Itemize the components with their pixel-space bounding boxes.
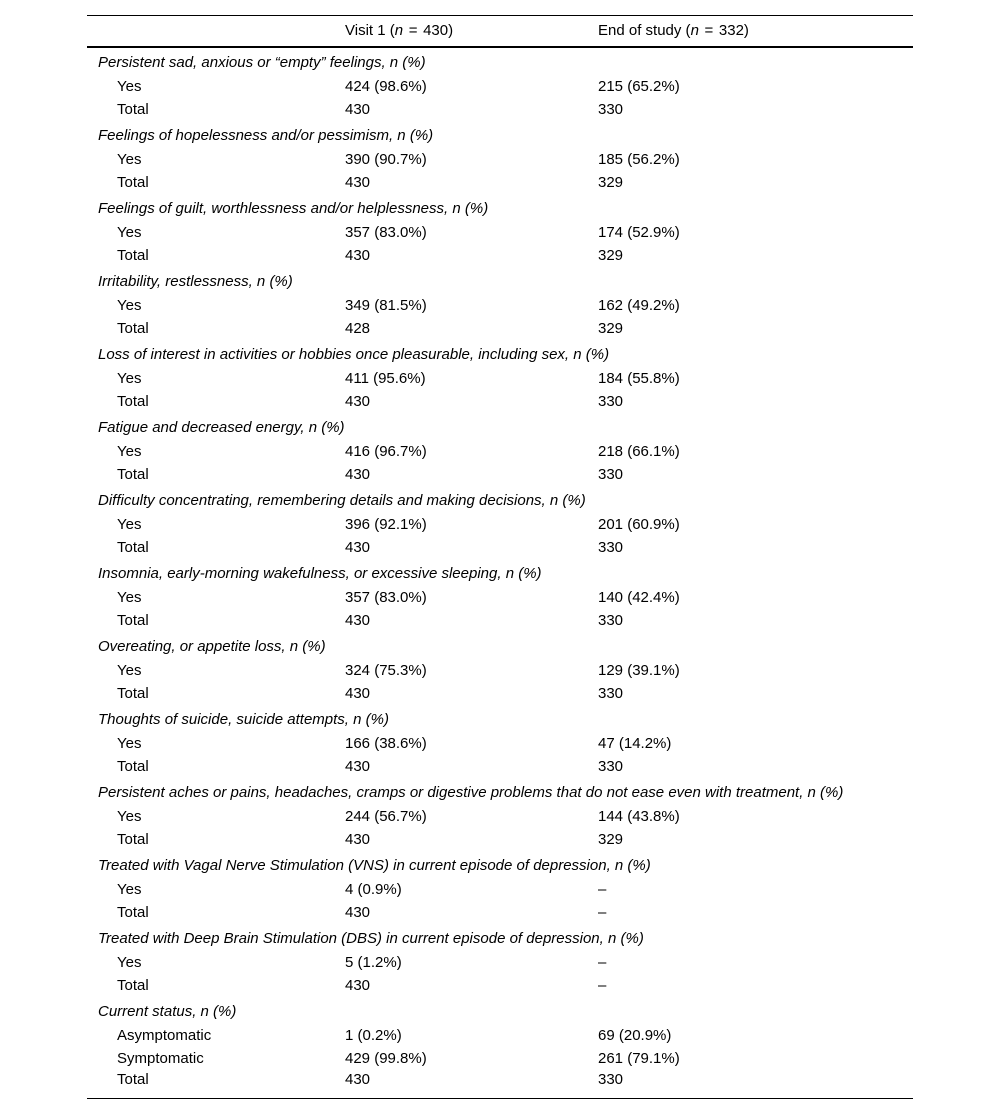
row-label: Yes (117, 588, 142, 606)
visit1-value: 390 (90.7%) (345, 150, 427, 168)
table-row (87, 609, 913, 632)
visit1-prefix: Visit 1 ( (345, 22, 395, 40)
row-label: Total (117, 100, 149, 118)
section-title: Fatigue and decreased energy, n (%) (98, 418, 345, 436)
end-of-study-value: 215 (65.2%) (598, 77, 680, 95)
section-header-row (87, 47, 913, 75)
section-title: Persistent aches or pains, headaches, cramps or digestive problems that do not ease even with treatment, n (%) (98, 783, 844, 801)
visit1-value: 4 (0.9%) (345, 880, 402, 898)
end-of-study-value: 330 (598, 684, 624, 702)
visit1-value: 430 (345, 100, 371, 118)
end-of-study-value: 129 (39.1%) (598, 661, 680, 679)
header-visit1 (345, 16, 598, 47)
row-label: Yes (117, 77, 142, 95)
end-n: n (690, 22, 699, 40)
end-eq: = (704, 22, 714, 40)
table-row (87, 1070, 913, 1099)
visit1-value: 1 (0.2%) (345, 1026, 402, 1044)
table-row (87, 901, 913, 924)
table-row (87, 659, 913, 682)
section-header-row (87, 778, 913, 805)
row-label: Yes (117, 442, 142, 460)
visit1-value: 5 (1.2%) (345, 953, 402, 971)
section-title: Insomnia, early-morning wakefulness, or excessive sleeping, n (%) (98, 564, 542, 582)
end-of-study-value: 330 (598, 611, 624, 629)
row-label: Yes (117, 369, 142, 387)
section-title: Loss of interest in activities or hobbies once pleasurable, including sex, n (%) (98, 345, 610, 363)
row-label: Total (117, 465, 149, 483)
end-of-study-value: 162 (49.2%) (598, 296, 680, 314)
table-row (87, 513, 913, 536)
section-header-row (87, 121, 913, 148)
table-row (87, 1047, 913, 1070)
row-label: Yes (117, 734, 142, 752)
row-label: Total (117, 392, 149, 410)
table-row (87, 367, 913, 390)
visit1-value: 357 (83.0%) (345, 588, 427, 606)
visit1-value: 430 (345, 173, 371, 191)
section-title: Treated with Deep Brain Stimulation (DBS) in current episode of depression, n (%) (98, 929, 644, 947)
visit1-value: 430 (345, 465, 371, 483)
end-of-study-value: 330 (598, 1070, 624, 1088)
visit1-value: 357 (83.0%) (345, 223, 427, 241)
section-header-row (87, 194, 913, 221)
end-of-study-value: 185 (56.2%) (598, 150, 680, 168)
section-header-row (87, 924, 913, 951)
row-label: Yes (117, 953, 142, 971)
section-title: Treated with Vagal Nerve Stimulation (VNS) in current episode of depression, n (%) (98, 856, 651, 874)
end-of-study-value: 184 (55.8%) (598, 369, 680, 387)
end-of-study-value: 174 (52.9%) (598, 223, 680, 241)
symptoms-table (87, 15, 913, 1099)
table-row (87, 1024, 913, 1047)
visit1-value: 430 (345, 830, 371, 848)
end-of-study-value: 218 (66.1%) (598, 442, 680, 460)
visit1-value: 430 (345, 611, 371, 629)
visit1-value: 430 (345, 538, 371, 556)
table-row (87, 98, 913, 121)
visit1-value: 429 (99.8%) (345, 1049, 427, 1067)
visit1-value: 416 (96.7%) (345, 442, 427, 460)
row-label: Total (117, 830, 149, 848)
visit1-value: 349 (81.5%) (345, 296, 427, 314)
section-title: Thoughts of suicide, suicide attempts, n (%) (98, 710, 389, 728)
row-label: Yes (117, 296, 142, 314)
row-label: Yes (117, 880, 142, 898)
end-of-study-value: 140 (42.4%) (598, 588, 680, 606)
table-row (87, 732, 913, 755)
visit1-value: 430 (345, 757, 371, 775)
visit1-value: 430 (345, 392, 371, 410)
end-of-study-value: 329 (598, 246, 624, 264)
row-label: Total (117, 538, 149, 556)
table-row (87, 586, 913, 609)
end-of-study-value: 330 (598, 538, 624, 556)
table-row (87, 974, 913, 997)
row-label: Total (117, 611, 149, 629)
table-row (87, 951, 913, 974)
section-header-row (87, 486, 913, 513)
row-label: Yes (117, 807, 142, 825)
section-title: Feelings of guilt, worthlessness and/or helplessness, n (%) (98, 199, 489, 217)
table-row (87, 244, 913, 267)
table-row (87, 755, 913, 778)
row-label: Total (117, 246, 149, 264)
visit1-n: n (394, 22, 404, 40)
section-title: Current status, n (%) (98, 1002, 237, 1020)
visit1-value: 324 (75.3%) (345, 661, 427, 679)
end-of-study-value: 47 (14.2%) (598, 734, 672, 752)
row-label: Symptomatic (117, 1049, 204, 1067)
table-row (87, 171, 913, 194)
end-of-study-value: 329 (598, 830, 624, 848)
end-of-study-value: 330 (598, 757, 624, 775)
table-row (87, 536, 913, 559)
table-row (87, 878, 913, 901)
section-header-row (87, 559, 913, 586)
row-label: Total (117, 684, 149, 702)
table-row (87, 805, 913, 828)
table-row (87, 682, 913, 705)
end-of-study-value: 329 (598, 319, 624, 337)
visit1-eq: = (408, 22, 418, 40)
row-label: Total (117, 1070, 149, 1088)
section-header-row (87, 851, 913, 878)
table-row (87, 440, 913, 463)
end-of-study-value: 201 (60.9%) (598, 515, 680, 533)
visit1-value: 396 (92.1%) (345, 515, 427, 533)
end-of-study-value: 69 (20.9%) (598, 1026, 672, 1044)
header-end-of-study (598, 16, 913, 47)
visit1-value: 430 (345, 976, 371, 994)
row-label: Yes (117, 223, 142, 241)
section-title: Overeating, or appetite loss, n (%) (98, 637, 326, 655)
header-label-col (87, 16, 345, 47)
visit1-value: 428 (345, 319, 371, 337)
visit1-value: 430 (345, 684, 371, 702)
section-header-row (87, 705, 913, 732)
table-row (87, 221, 913, 244)
visit1-value: 430 (345, 246, 371, 264)
end-prefix: End of study ( (598, 22, 691, 40)
visit1-value: 430 (345, 1070, 371, 1088)
table-row (87, 148, 913, 171)
section-title: Difficulty concentrating, remembering details and making decisions, n (%) (98, 491, 586, 509)
row-label: Total (117, 173, 149, 191)
table-row (87, 75, 913, 98)
table-row (87, 294, 913, 317)
row-label: Asymptomatic (117, 1026, 212, 1044)
end-of-study-value: – (598, 903, 607, 921)
row-label: Yes (117, 150, 142, 168)
section-header-row (87, 413, 913, 440)
section-header-row (87, 997, 913, 1024)
row-label: Total (117, 903, 149, 921)
end-of-study-value: 330 (598, 465, 624, 483)
section-title: Feelings of hopelessness and/or pessimism, n (%) (98, 126, 434, 144)
section-header-row (87, 632, 913, 659)
end-of-study-value: 330 (598, 392, 624, 410)
table-header-row (87, 16, 913, 47)
end-val: 332) (718, 22, 749, 40)
visit1-value: 430 (345, 903, 371, 921)
visit1-value: 411 (95.6%) (345, 369, 426, 387)
row-label: Total (117, 757, 149, 775)
visit1-value: 244 (56.7%) (345, 807, 427, 825)
table-row (87, 317, 913, 340)
table-row (87, 828, 913, 851)
visit1-value: 166 (38.6%) (345, 734, 427, 752)
section-title: Persistent sad, anxious or “empty” feelings, n (%) (98, 53, 426, 71)
end-of-study-value: 330 (598, 100, 624, 118)
end-of-study-value: 144 (43.8%) (598, 807, 680, 825)
section-title: Irritability, restlessness, n (%) (98, 272, 293, 290)
end-of-study-value: 329 (598, 173, 624, 191)
section-header-row (87, 340, 913, 367)
row-label: Yes (117, 515, 142, 533)
visit1-value: 424 (98.6%) (345, 77, 427, 95)
section-header-row (87, 267, 913, 294)
row-label: Total (117, 319, 149, 337)
end-of-study-value: – (598, 880, 607, 898)
visit1-val: 430) (423, 22, 454, 40)
table-body (87, 47, 913, 1099)
table-row (87, 390, 913, 413)
end-of-study-value: – (598, 976, 607, 994)
end-of-study-value: 261 (79.1%) (598, 1049, 680, 1067)
row-label: Yes (117, 661, 142, 679)
end-of-study-value: – (598, 953, 607, 971)
table-row (87, 463, 913, 486)
row-label: Total (117, 976, 149, 994)
